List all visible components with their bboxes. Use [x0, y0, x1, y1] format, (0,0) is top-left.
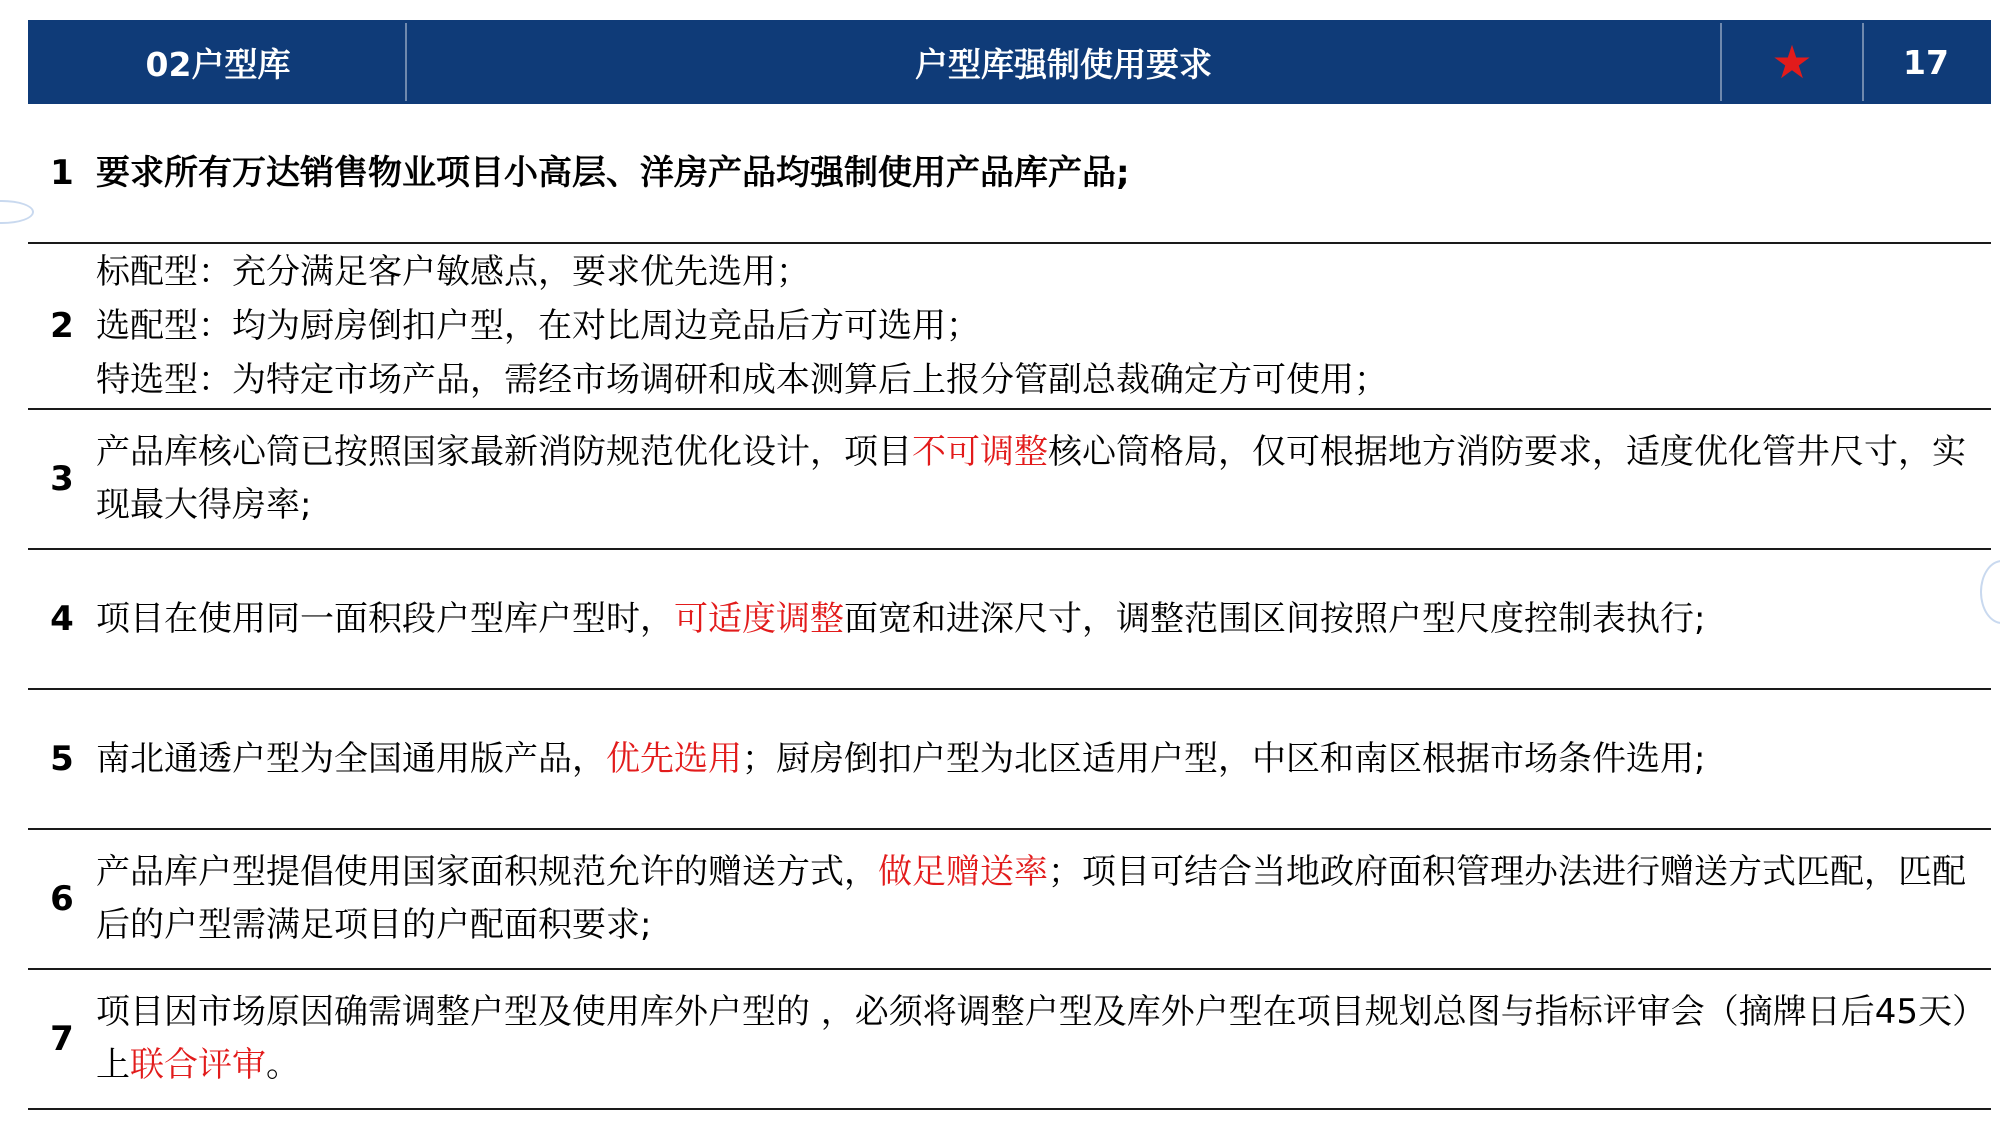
row-text	[96, 426, 1991, 532]
page-number: 17	[1903, 42, 1949, 82]
table-row	[28, 830, 1991, 970]
row-text	[96, 986, 1991, 1092]
row-text	[96, 733, 1991, 786]
highlight-text: 联合评审	[130, 1045, 266, 1085]
option-line: 选配型：均为厨房倒扣户型，在对比周边竞品后方可选用；	[96, 306, 980, 346]
option-line: 标配型：充分满足客户敏感点，要求优先选用；	[96, 252, 810, 292]
row-number: 5	[50, 739, 74, 779]
text-segment: 。	[266, 1045, 300, 1085]
row-number: 4	[50, 599, 74, 639]
row-number: 2	[50, 306, 74, 346]
highlight-text: 做足赠送率	[878, 852, 1048, 892]
highlight-text: 不可调整	[912, 432, 1048, 472]
text-segment: 南北通透户型为全国通用版产品，	[96, 738, 606, 779]
text-segment: 产品库核心筒已按照国家最新消防规范优化设计，项目	[96, 432, 912, 472]
table-row	[28, 970, 1991, 1110]
page-title: 户型库强制使用要求	[407, 23, 1722, 101]
row-number: 1	[50, 153, 74, 193]
header-bar	[28, 20, 1991, 104]
highlight-text: 可适度调整	[674, 598, 844, 639]
star-icon: ★	[1722, 23, 1864, 101]
row-number: 7	[50, 1019, 74, 1059]
text-segment: 核心筒格局，仅可根据地方消防要求，适度优化管井尺寸，实现最大得房率;	[96, 432, 1966, 525]
table-row	[28, 690, 1991, 830]
row-text	[96, 245, 1991, 407]
highlight-text: 优先选用	[606, 738, 742, 779]
table-row	[28, 550, 1991, 690]
row-number: 6	[50, 879, 74, 919]
table-row	[28, 244, 1991, 410]
text-segment: 面宽和进深尺寸，调整范围区间按照户型尺度控制表执行;	[844, 598, 1706, 639]
text-segment: 项目因市场原因确需调整户型及使用库外户型的 ，必须将调整户型及库外户型在项目规划总图与指标评审会（摘牌日后45天）上	[96, 992, 1970, 1085]
option-line: 特选型：为特定市场产品，需经市场调研和成本测算后上报分管副总裁确定方可使用；	[96, 360, 1388, 400]
row-text	[96, 593, 1991, 646]
row-text	[96, 846, 1991, 952]
section-label: 02户型库	[31, 23, 407, 101]
text-segment: 产品库户型提倡使用国家面积规范允许的赠送方式，	[96, 852, 878, 892]
row-number: 3	[50, 459, 74, 499]
table-row	[28, 410, 1991, 550]
table-row	[28, 104, 1991, 244]
text-segment: ；项目可结合当地政府面积管理办法进行赠送方式匹配，匹配后的户型需满足项目的户配面积要求;	[96, 852, 1966, 945]
text-segment: 项目在使用同一面积段户型库户型时，	[96, 598, 674, 639]
text-segment: ；厨房倒扣户型为北区适用户型，中区和南区根据市场条件选用;	[742, 738, 1706, 779]
row-text: 要求所有万达销售物业项目小高层、洋房产品均强制使用产品库产品;	[96, 152, 1130, 193]
